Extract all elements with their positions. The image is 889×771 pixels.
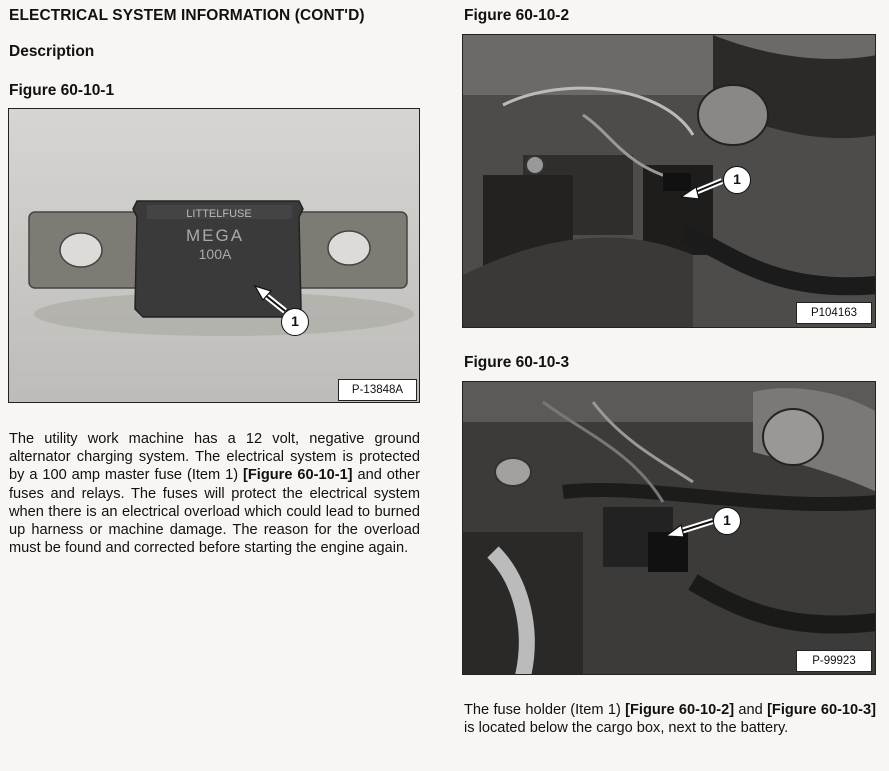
photo-code: P104163	[796, 302, 872, 324]
figure-reference: [Figure 60-10-3]	[767, 702, 876, 718]
fuse-holder-photo-b	[463, 382, 876, 675]
figure-60-10-1-photo	[8, 108, 420, 403]
figure-reference: [Figure 60-10-2]	[625, 702, 735, 718]
section-title: ELECTRICAL SYSTEM INFORMATION (CONT'D)	[9, 7, 365, 24]
fuse-holder-photo-a	[463, 35, 876, 328]
photo-code: P-13848A	[338, 379, 417, 401]
figure-60-10-3-label: Figure 60-10-3	[464, 354, 570, 371]
figure-60-10-2-label: Figure 60-10-2	[464, 7, 570, 24]
photo-code: P-99923	[796, 650, 872, 672]
fuse-model-text: MEGA	[185, 226, 245, 245]
figure-reference: [Figure 60-10-1]	[243, 467, 353, 484]
description-paragraph: The utility work machine has a 12 volt, negative ground alternator charging system. The electrical system is protected by a 100 amp master fuse (Item 1) [Figure 60-10-1] and other fuses and relays. The fuses will protect the electrical system when there is an electrical overload which could lead to burned up harness or machine damage. The reason for the overload must be found and corrected before starting the engine again.	[9, 431, 421, 557]
figure-60-10-2-photo	[462, 34, 876, 328]
item-1-callout: 1	[723, 166, 751, 194]
mega-fuse-illustration	[9, 109, 420, 403]
fuse-rating-text: 100A	[198, 246, 232, 262]
fuse-brand-text: LITTELFUSE	[186, 208, 252, 220]
figure-60-10-3-photo	[462, 381, 876, 675]
figure-60-10-1-label: Figure 60-10-1	[9, 82, 115, 99]
item-1-callout: 1	[713, 507, 741, 535]
subsection-title: Description	[9, 43, 95, 60]
location-paragraph: The fuse holder (Item 1) [Figure 60-10-2] and [Figure 60-10-3] is located below the cargo box, next to the battery.	[464, 702, 876, 737]
item-1-callout: 1	[281, 308, 309, 336]
